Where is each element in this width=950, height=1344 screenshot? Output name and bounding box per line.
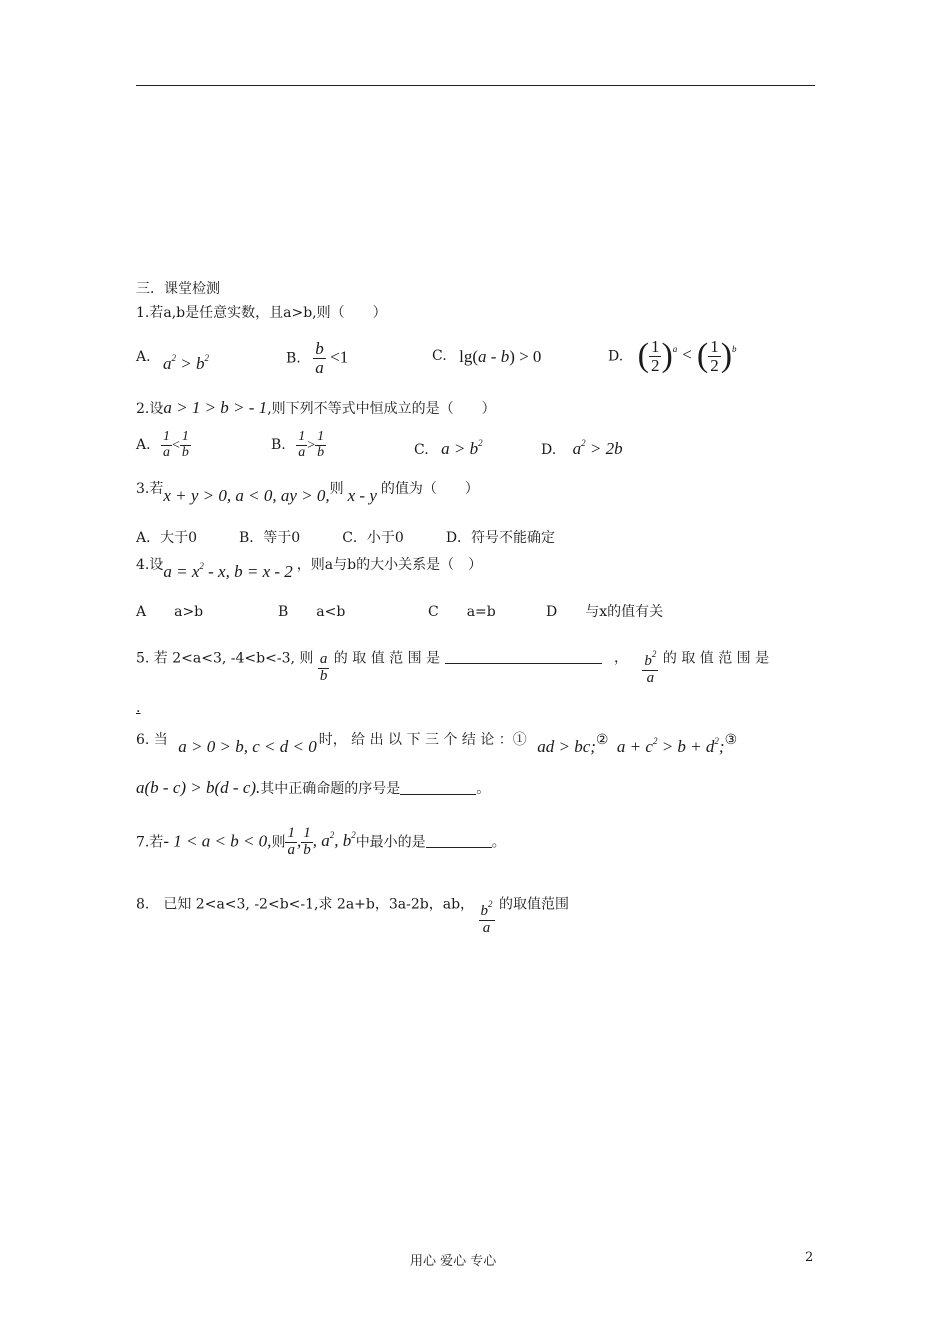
- question-4-stem: [136, 553, 483, 581]
- q5-text-mid: 的 取 值 范 围 是: [333, 650, 441, 667]
- q6-answer-blank[interactable]: [400, 780, 476, 795]
- q2-option-d: [541, 438, 623, 459]
- page-number: 2: [805, 1250, 814, 1265]
- q7-answer-blank[interactable]: [426, 833, 492, 848]
- q1-option-d-label: D.: [608, 348, 624, 365]
- q1-option-b-fraction: $\frac{b}{a}$: [315, 339, 324, 377]
- q2-a-frac-1: $\frac{1}{a}$: [163, 429, 171, 460]
- q3-condition-math: x + y > 0, a < 0, ay > 0,: [163, 486, 330, 505]
- q7-text-pre: 7.若: [136, 834, 164, 851]
- q4-stem-pre: 4.设: [136, 557, 164, 573]
- q6-text-line2: 其中正确命题的序号是: [260, 781, 401, 797]
- q6-conclusion-3-math: a(b - c) > b(d - c).: [136, 778, 261, 797]
- q1-option-b-label: B.: [286, 350, 301, 367]
- q3-options: A．大于0 B．等于0 C．小于0 D．符号不能确定: [136, 530, 556, 546]
- q2-stem-post: ,则下列不等式中恒成立的是（ ）: [267, 401, 496, 417]
- q5-answer-blank-2[interactable]: .: [136, 700, 141, 716]
- q2-option-d-label: D.: [541, 442, 557, 458]
- q6-condition-math: a > 0 > b, c < d < 0: [178, 737, 317, 756]
- q2-option-c: [414, 438, 483, 459]
- q2-a-frac-2: $\frac{1}{b}$: [181, 429, 189, 460]
- q5-answer-blank-1[interactable]: [445, 649, 602, 664]
- q2-b-frac-1: $\frac{1}{a}$: [298, 429, 306, 460]
- q1-option-c-label: C.: [432, 348, 447, 364]
- q1-option-a-label: A.: [136, 349, 151, 365]
- q4-option-c: C a=b: [428, 604, 496, 620]
- q2-option-b: B. $\frac{1}{a}$ > $\frac{1}{b}$: [271, 429, 325, 460]
- q3-stem-pre: 3.若: [136, 481, 164, 497]
- q4-option-a: A a>b: [136, 604, 204, 620]
- question-6-line-2: [136, 778, 490, 798]
- q8-fraction-b2-over-a: $\frac{b^2}{a}$: [480, 899, 493, 936]
- question-8-line: [136, 886, 569, 936]
- q1-option-a: [136, 345, 209, 373]
- q6-circled-2: ②: [595, 732, 609, 748]
- q7-text-ze: 则: [271, 834, 286, 851]
- q2-option-a: A. $\frac{1}{a}$ < $\frac{1}{b}$: [136, 429, 189, 460]
- q1-option-b-rhs: <1: [330, 347, 349, 367]
- q4-option-b: B a<b: [278, 604, 346, 620]
- q7-text-end: 。: [491, 834, 506, 851]
- q7-frac-1-over-b: $\frac{1}{b}$: [303, 825, 311, 858]
- q4-definition-math: $a = x^2 - x$, b = x - 2: [163, 561, 293, 581]
- q1-option-d: [608, 338, 737, 375]
- q2-option-c-label: C.: [414, 442, 429, 458]
- q2-stem-pre: 2.设: [136, 401, 164, 417]
- q6-text-end: 。: [476, 781, 491, 797]
- q1-option-a-math: $a^2 > b^2$: [163, 353, 209, 373]
- q2-option-a-label: A.: [136, 437, 151, 454]
- page-footer: 用心 爱心 专心: [410, 1254, 497, 1269]
- q6-conclusion-2-math: $a + c^2 > b + d^2$;: [616, 736, 725, 756]
- question-1-stem: 1.若a,b是任意实数，且a>b,则（ ）: [136, 305, 387, 321]
- q3-expression-math: x - y: [347, 486, 377, 505]
- q1-option-d-math: ( $\frac{1}{2}$ )$^a$ < ( $\frac{1}{2}$ )$^b$: [637, 337, 737, 375]
- question-2-stem: [136, 398, 496, 418]
- q5-text-post: 的 取 值 范 围 是: [662, 650, 770, 667]
- q6-text-pre: 6. 当: [136, 732, 168, 748]
- q1-option-c-math: lg(a - b) > 0: [459, 347, 542, 366]
- header-rule: [136, 85, 815, 86]
- q4-stem-post: ，则a与b的大小关系是（ ）: [296, 557, 483, 573]
- q7-text-post: 中最小的是: [355, 834, 426, 851]
- section-title: 三．课堂检测: [136, 281, 220, 297]
- question-5-line: [136, 640, 770, 686]
- q8-text-pre: 8. 已知 2<a<3, -2<b<-1,求 2a+b，3a-2b，ab，: [136, 896, 475, 913]
- question-6-line-1: [136, 728, 738, 756]
- q2-option-c-math: $a > b^2$: [441, 438, 483, 458]
- q5-text-pre: 5. 若 2<a<3, -4<b<-3, 则: [136, 650, 314, 667]
- q5-fraction-b2-over-a: $\frac{b^2}{a}$: [644, 649, 657, 686]
- q7-frac-1-over-a: $\frac{1}{a}$: [287, 825, 295, 858]
- q2-condition-math: a > 1 > b > - 1: [163, 398, 268, 417]
- q8-text-post: 的取值范围: [498, 896, 569, 913]
- q2-option-b-label: B.: [271, 437, 286, 454]
- q6-text-mid: 时， 给 出 以 下 三 个 结 论 ：①: [318, 732, 527, 748]
- q7-condition-math: - 1 < a < b < 0,: [163, 831, 272, 851]
- q3-stem-mid: 则: [329, 481, 344, 497]
- q5-separator: ，: [613, 650, 628, 667]
- q6-conclusion-1-math: ad > bc;: [537, 737, 596, 756]
- q2-b-frac-2: $\frac{1}{b}$: [317, 429, 325, 460]
- q3-stem-post: 的值为（ ）: [380, 481, 479, 497]
- q4-option-d: D 与x的值有关: [546, 604, 664, 620]
- q1-option-b: [286, 340, 348, 377]
- q6-circled-3: ③: [724, 732, 738, 748]
- q1-option-c: [432, 345, 541, 365]
- q5-fraction-a-over-b: $\frac{a}{b}$: [319, 651, 328, 684]
- question-3-stem: [136, 478, 479, 505]
- q2-option-d-math: $a^2 > 2b$: [572, 438, 623, 458]
- question-7-line: 7.若- 1 < a < b < 0,则 $\frac{1}{a}$ , $\frac{1}{b}$ , $a^2$, $b^2$中最小的是 。: [136, 825, 506, 858]
